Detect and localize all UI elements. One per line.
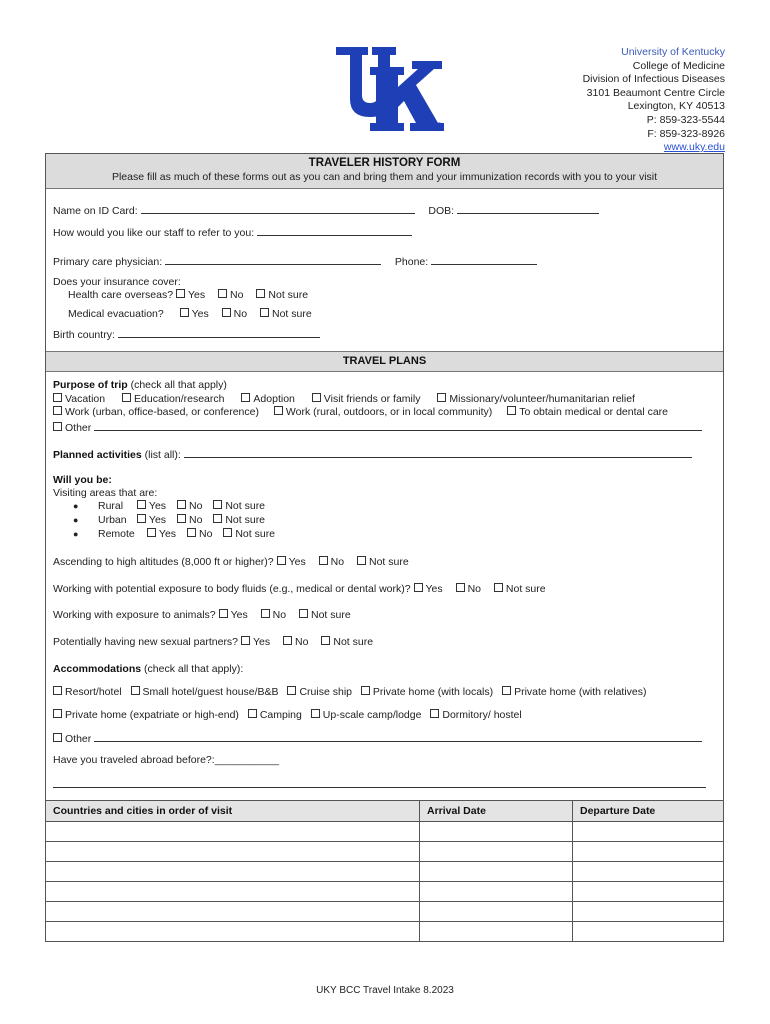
- checkbox[interactable]: [311, 709, 320, 718]
- table-cell[interactable]: [420, 862, 573, 882]
- activities-field[interactable]: [184, 447, 692, 458]
- purpose-option: Missionary/volunteer/humanitarian relief: [449, 393, 635, 405]
- table-row: [46, 902, 724, 922]
- checkbox[interactable]: [241, 636, 250, 645]
- purpose-label: Purpose of trip: [53, 379, 128, 391]
- checkbox[interactable]: [494, 583, 503, 592]
- checkbox[interactable]: [177, 514, 186, 523]
- option-no: No: [188, 514, 203, 526]
- organization-info: [583, 46, 725, 155]
- column-header: Departure Date: [573, 801, 724, 822]
- bullet: ●: [73, 515, 79, 525]
- option-yes: Yes: [148, 500, 167, 512]
- accommodation-option: Cruise ship: [299, 686, 352, 698]
- dob-field[interactable]: [457, 203, 599, 214]
- option-not-sure: Not sure: [368, 556, 409, 568]
- checkbox[interactable]: [430, 709, 439, 718]
- activities-label: Planned activities: [53, 449, 142, 461]
- accommodation-option: Private home (expatriate or high-end): [65, 709, 239, 721]
- name-dob-row: [53, 203, 599, 217]
- physician-label: Primary care physician:: [53, 256, 163, 268]
- option-yes: Yes: [191, 308, 209, 320]
- checkbox[interactable]: [222, 308, 231, 317]
- planned-activities-row: [53, 447, 692, 461]
- accommodations-label: Accommodations: [53, 663, 142, 675]
- table-cell[interactable]: [420, 902, 573, 922]
- option-no: No: [198, 528, 213, 540]
- table-row: [46, 922, 724, 942]
- checkbox[interactable]: [131, 686, 140, 695]
- birth-country-row: [53, 327, 320, 341]
- purpose-option: Work (rural, outdoors, or in local community): [285, 406, 493, 418]
- checkbox[interactable]: [287, 686, 296, 695]
- checkbox[interactable]: [180, 308, 189, 317]
- checkbox[interactable]: [147, 528, 156, 537]
- purpose-other-field[interactable]: [94, 420, 702, 431]
- checkbox[interactable]: [53, 422, 62, 431]
- bullet: ●: [73, 529, 79, 539]
- checkbox[interactable]: [122, 393, 131, 402]
- checkbox[interactable]: [361, 686, 370, 695]
- table-cell[interactable]: [46, 822, 420, 842]
- physician-field[interactable]: [165, 254, 381, 265]
- table-cell[interactable]: [573, 902, 724, 922]
- table-cell[interactable]: [420, 922, 573, 942]
- option-not-sure: Not sure: [268, 289, 309, 301]
- medical-evac-row: [68, 308, 312, 320]
- table-row: [46, 842, 724, 862]
- accommodation-option: Private home (with locals): [372, 686, 494, 698]
- travel-plans-header: TRAVEL PLANS: [46, 351, 723, 372]
- org-college: College of Medicine: [632, 59, 725, 72]
- org-website-link[interactable]: www.uky.edu: [663, 141, 725, 154]
- checkbox[interactable]: [260, 308, 269, 317]
- option-not-sure: Not sure: [225, 500, 266, 512]
- insurance-label: Does your insurance cover:: [53, 276, 181, 288]
- option-no: No: [233, 308, 248, 320]
- org-division: Division of Infectious Diseases: [582, 73, 725, 86]
- purpose-option: Visit friends or family: [323, 393, 421, 405]
- checkbox[interactable]: [187, 528, 196, 537]
- form-title: TRAVELER HISTORY FORM: [308, 157, 461, 169]
- page-footer: UKY BCC Travel Intake 8.2023: [316, 985, 454, 996]
- option-yes: Yes: [252, 636, 271, 648]
- medical-evac-label: Medical evacuation?: [68, 308, 164, 320]
- health-overseas-label: Health care overseas?: [68, 289, 174, 301]
- org-address-2: Lexington, KY 40513: [627, 100, 725, 113]
- org-address-1: 3101 Beaumont Centre Circle: [586, 86, 725, 99]
- purpose-row-2: [53, 406, 668, 418]
- option-no: No: [230, 289, 244, 301]
- checkbox[interactable]: [241, 393, 250, 402]
- option-yes: Yes: [230, 609, 248, 621]
- altitude-row: [53, 556, 409, 568]
- checkbox[interactable]: [137, 500, 146, 509]
- checkbox[interactable]: [53, 709, 62, 718]
- checkbox[interactable]: [277, 556, 286, 565]
- table-cell[interactable]: [573, 882, 724, 902]
- accommodations-row-1: [53, 686, 647, 698]
- fluids-question: Working with potential exposure to body fluids (e.g., medical or dental work)?: [53, 583, 411, 595]
- accommodation-option: Dormitory/ hostel: [442, 709, 522, 721]
- checkbox[interactable]: [274, 406, 283, 415]
- phone-label: Phone:: [394, 256, 429, 268]
- org-name: University of Kentucky: [621, 46, 725, 58]
- checkbox[interactable]: [176, 289, 185, 298]
- purpose-row-1: [53, 393, 635, 405]
- name-label: Name on ID Card:: [53, 205, 138, 217]
- checkbox[interactable]: [312, 393, 321, 402]
- table-row: [46, 862, 724, 882]
- checkbox[interactable]: [502, 686, 511, 695]
- accommodations-row-2: [53, 709, 522, 721]
- table-cell[interactable]: [420, 822, 573, 842]
- checkbox[interactable]: [437, 393, 446, 402]
- purpose-hint: (check all that apply): [130, 379, 227, 391]
- will-you-be-heading: Will you be:: [53, 474, 112, 486]
- table-cell[interactable]: [46, 842, 420, 862]
- option-no: No: [295, 636, 309, 648]
- birth-country-field[interactable]: [118, 327, 320, 338]
- table-cell[interactable]: [46, 882, 420, 902]
- area-rural-row: [98, 500, 265, 512]
- registered-mark: ®: [436, 121, 443, 131]
- area-urban-row: [98, 514, 265, 526]
- org-phone: P: 859-323-5544: [646, 113, 725, 126]
- accommodation-option: Private home (with relatives): [514, 686, 647, 698]
- option-yes: Yes: [148, 514, 167, 526]
- option-no: No: [330, 556, 345, 568]
- purpose-option: Education/research: [134, 393, 225, 405]
- refer-field[interactable]: [257, 225, 412, 236]
- checkbox[interactable]: [213, 514, 222, 523]
- area-label: Urban: [98, 514, 127, 526]
- visiting-areas-label: Visiting areas that are:: [53, 487, 158, 499]
- option-not-sure: Not sure: [225, 514, 266, 526]
- table-cell[interactable]: [573, 822, 724, 842]
- activities-hint: (list all):: [144, 449, 181, 461]
- physician-row: [53, 254, 537, 268]
- purpose-option: Vacation: [65, 393, 106, 405]
- name-field[interactable]: [141, 203, 415, 214]
- travel-table: [45, 800, 724, 942]
- checkbox[interactable]: [357, 556, 366, 565]
- animals-row: [53, 609, 351, 621]
- area-label: Remote: [98, 528, 135, 540]
- accommodation-option: Small hotel/guest house/B&B: [142, 686, 279, 698]
- checkbox[interactable]: [319, 556, 328, 565]
- table-cell[interactable]: [573, 922, 724, 942]
- animals-question: Working with exposure to animals?: [53, 609, 216, 621]
- option-no: No: [467, 583, 481, 595]
- column-header: Countries and cities in order of visit: [46, 801, 420, 822]
- refer-row: [53, 225, 412, 239]
- option-yes: Yes: [288, 556, 306, 568]
- other-label: Other: [65, 422, 92, 434]
- checkbox[interactable]: [507, 406, 516, 415]
- table-header-row: [46, 801, 724, 822]
- table-row: [46, 822, 724, 842]
- option-not-sure: Not sure: [310, 609, 351, 621]
- column-header: Arrival Date: [420, 801, 573, 822]
- checkbox[interactable]: [321, 636, 330, 645]
- checkbox[interactable]: [53, 406, 62, 415]
- checkbox[interactable]: [218, 289, 227, 298]
- health-overseas-row: [68, 289, 308, 301]
- area-remote-row: [98, 528, 275, 540]
- table-cell[interactable]: [420, 842, 573, 862]
- table-cell[interactable]: [46, 902, 420, 922]
- phone-field[interactable]: [431, 254, 537, 265]
- option-no: No: [188, 500, 203, 512]
- purpose-other-row: [53, 420, 702, 434]
- checkbox[interactable]: [256, 289, 265, 298]
- accommodation-option: Camping: [259, 709, 302, 721]
- altitude-question: Ascending to high altitudes (8,000 ft or higher)?: [53, 556, 274, 568]
- checkbox[interactable]: [53, 733, 62, 742]
- accommodations-heading: [53, 663, 243, 675]
- table-cell[interactable]: [46, 862, 420, 882]
- table-row: [46, 882, 724, 902]
- option-not-sure: Not sure: [272, 308, 312, 320]
- abroad-question: Have you traveled abroad before?:___________: [53, 754, 279, 766]
- option-yes: Yes: [187, 289, 206, 301]
- bullet: ●: [73, 501, 79, 511]
- option-yes: Yes: [158, 528, 177, 540]
- purpose-option: Work (urban, office-based, or conference): [65, 406, 259, 418]
- option-not-sure: Not sure: [235, 528, 276, 540]
- form-header: [46, 154, 723, 189]
- org-fax: F: 859-323-8926: [647, 127, 725, 140]
- option-no: No: [272, 609, 287, 621]
- checkbox[interactable]: [219, 609, 228, 618]
- option-not-sure: Not sure: [333, 636, 374, 648]
- checkbox[interactable]: [53, 393, 62, 402]
- checkbox[interactable]: [213, 500, 222, 509]
- table-cell[interactable]: [573, 842, 724, 862]
- table-cell[interactable]: [573, 862, 724, 882]
- abroad-answer-line[interactable]: [53, 787, 706, 788]
- accommodations-hint: (check all that apply):: [144, 663, 244, 675]
- partners-row: [53, 636, 373, 648]
- area-label: Rural: [98, 500, 124, 512]
- accommodations-other-field[interactable]: [94, 731, 702, 742]
- uk-logo: [334, 45, 446, 133]
- accommodation-option: Up-scale camp/lodge: [322, 709, 422, 721]
- option-not-sure: Not sure: [505, 583, 546, 595]
- other-label: Other: [65, 733, 92, 745]
- checkbox[interactable]: [248, 709, 257, 718]
- partners-question: Potentially having new sexual partners?: [53, 636, 239, 648]
- option-yes: Yes: [425, 583, 443, 595]
- checkbox[interactable]: [283, 636, 292, 645]
- refer-label: How would you like our staff to refer to you:: [53, 227, 255, 239]
- checkbox[interactable]: [414, 583, 423, 592]
- birth-country-label: Birth country:: [53, 329, 115, 341]
- accommodation-option: Resort/hotel: [65, 686, 122, 698]
- checkbox[interactable]: [299, 609, 308, 618]
- purpose-heading: [53, 379, 227, 391]
- checkbox[interactable]: [137, 514, 146, 523]
- accommodations-other-row: [53, 731, 702, 745]
- form-subtitle: Please fill as much of these forms out as you can and bring them and your immunization records with you to your visit: [111, 171, 658, 183]
- table-cell[interactable]: [46, 922, 420, 942]
- checkbox[interactable]: [261, 609, 270, 618]
- purpose-option: To obtain medical or dental care: [519, 406, 669, 418]
- checkbox[interactable]: [223, 528, 232, 537]
- checkbox[interactable]: [177, 500, 186, 509]
- dob-label: DOB:: [428, 205, 455, 217]
- checkbox[interactable]: [456, 583, 465, 592]
- checkbox[interactable]: [53, 686, 62, 695]
- table-cell[interactable]: [420, 882, 573, 902]
- purpose-option: Adoption: [253, 393, 295, 405]
- fluids-row: [53, 583, 546, 595]
